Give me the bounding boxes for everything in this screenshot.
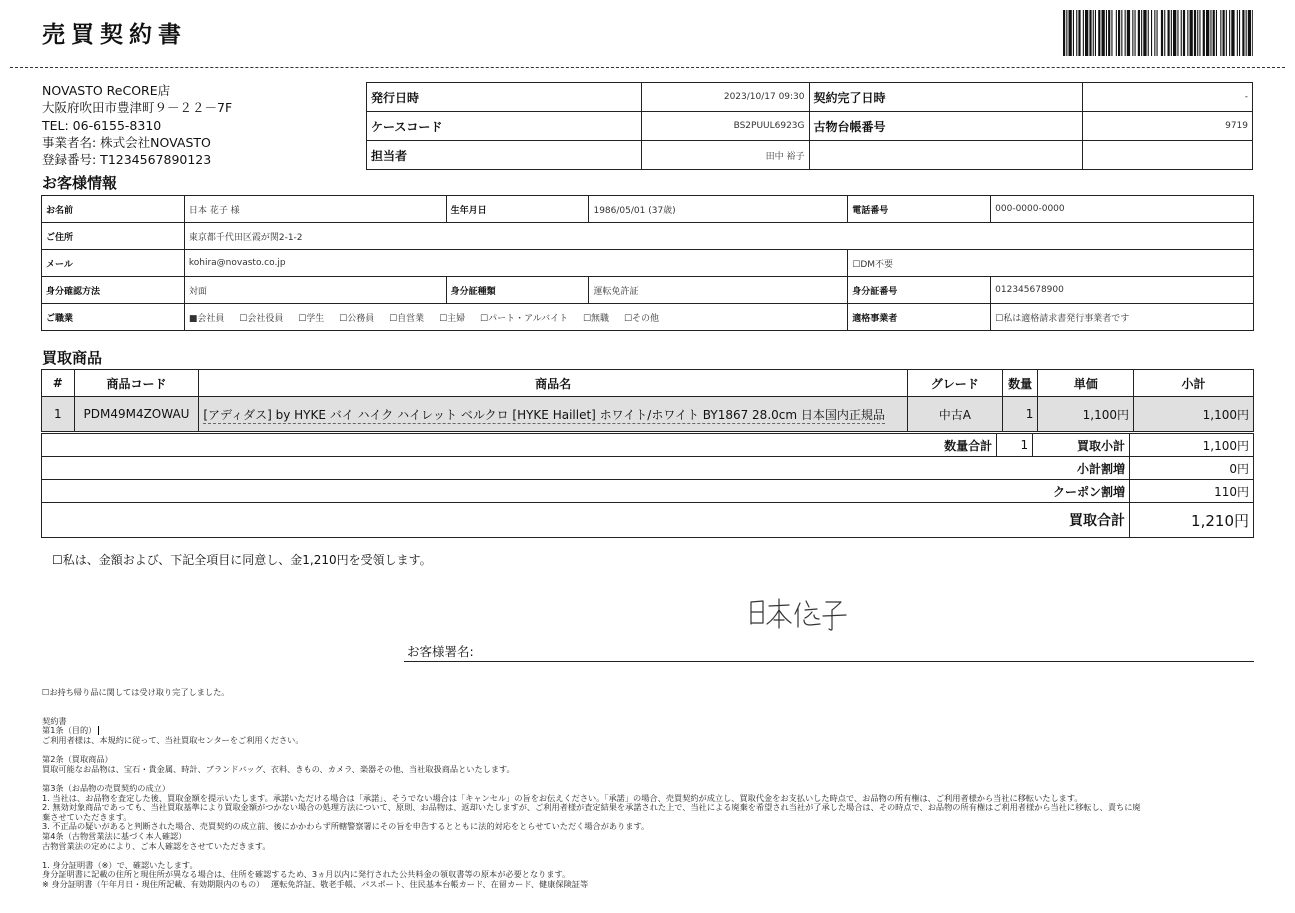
subtotal-increase-label: 小計割増 <box>42 457 1130 480</box>
article-4-body: 古物営業法の定めにより、ご本人確認をさせていただきます。 <box>42 840 271 851</box>
case-code-value: BS2PUUL6923G <box>641 112 809 141</box>
birth-date-label: 生年月日 <box>446 196 589 223</box>
barcode-bar <box>1141 10 1142 56</box>
barcode-bar <box>1078 10 1080 56</box>
items-header-row <box>42 370 1254 397</box>
barcode-bar <box>1066 10 1067 56</box>
empty-cell <box>1083 141 1253 170</box>
signature-line <box>404 661 1254 662</box>
barcode-bar <box>1252 10 1253 56</box>
item-code: PDM49M4ZOWAU <box>74 397 199 432</box>
complete-date-value: - <box>1083 83 1253 112</box>
barcode-bar <box>1246 10 1247 56</box>
barcode-bar <box>1106 10 1107 56</box>
barcode-bar <box>1076 10 1077 56</box>
barcode-bar <box>1154 10 1155 56</box>
address-label: ご住所 <box>42 223 185 250</box>
barcode-bar <box>1098 10 1100 56</box>
occupation-label: ご職業 <box>42 304 185 331</box>
barcode-bar <box>1148 10 1149 56</box>
barcode-bar <box>1143 10 1146 56</box>
barcode-bar <box>1083 10 1084 56</box>
barcode-bar <box>1173 10 1176 56</box>
barcode-bar <box>1239 10 1240 56</box>
barcode-bar <box>1181 10 1182 56</box>
issue-date-label: 発行日時 <box>367 83 642 112</box>
article-1-title: 第1条（目的） <box>42 725 97 736</box>
item-name: [アディダス] by HYKE バイ ハイク ハイレット ベルクロ [HYKE Haillet] ホワイト/ホワイト BY1867 28.0cm 日本国内正規品 <box>203 407 885 422</box>
barcode-bar <box>1248 10 1251 56</box>
barcode-bar <box>1073 10 1074 56</box>
barcode-bar <box>1168 10 1170 56</box>
barcode-bar <box>1177 10 1178 56</box>
column-header: グレード <box>907 370 1002 397</box>
barcode-bar <box>1135 10 1136 56</box>
ledger-number-value: 9719 <box>1083 112 1253 141</box>
store-address: 大阪府吹田市豊津町９－２２－7F <box>42 100 233 116</box>
store-company: 事業者名: 株式会社NOVASTO <box>42 134 211 150</box>
customer-info-table <box>41 195 1254 331</box>
purchased-items-table <box>41 369 1254 432</box>
barcode-bar <box>1157 10 1158 56</box>
barcode-bar <box>1206 10 1209 56</box>
barcode-bar <box>1203 10 1205 56</box>
barcode-bar <box>1132 10 1133 56</box>
table-row <box>42 397 1254 432</box>
occupation-option: ☐パート・アルバイト <box>480 313 569 324</box>
id-number-label: 身分証番号 <box>848 277 991 304</box>
cut-line <box>10 67 1285 68</box>
purchase-total-label: 買取合計 <box>42 503 1130 538</box>
barcode-bar <box>1127 10 1130 56</box>
article-2-title: 第2条（買取商品） <box>42 754 113 765</box>
barcode-bar <box>1216 10 1217 56</box>
barcode-bar <box>1118 10 1120 56</box>
barcode-bar <box>1199 10 1200 56</box>
purchased-items-heading: 買取商品 <box>42 349 103 367</box>
invoice-issuer-checkbox: ☐私は適格請求書発行事業者です <box>991 304 1254 331</box>
barcode-bar <box>1161 10 1163 56</box>
id-type-value: 運転免許証 <box>589 277 848 304</box>
purchase-total-value: 1,210円 <box>1130 503 1254 538</box>
purchase-subtotal-value: 1,100円 <box>1130 434 1254 457</box>
barcode-bar <box>1223 10 1225 56</box>
column-header: 単価 <box>1038 370 1134 397</box>
phone-label: 電話番号 <box>848 196 991 223</box>
consent-statement: ☐私は、金額および、下記全項目に同意し、金1,210円を受領します。 <box>52 553 432 567</box>
item-quantity: 1 <box>1002 397 1038 432</box>
item-number: 1 <box>42 397 75 432</box>
issue-date-value: 2023/10/17 09:30 <box>641 83 809 112</box>
id-method-label: 身分確認方法 <box>42 277 185 304</box>
barcode-bar <box>1187 10 1188 56</box>
item-grade: 中古A <box>907 397 1002 432</box>
barcode-bar <box>1213 10 1215 56</box>
invoice-issuer-label: 適格事業者 <box>848 304 991 331</box>
store-name: NOVASTO ReCORE店 <box>42 83 171 98</box>
occupation-option: ■会社員 <box>188 313 225 324</box>
staff-value: 田中 裕子 <box>641 141 809 170</box>
customer-signature-label: お客様署名: <box>407 644 474 659</box>
occupation-options <box>184 304 847 331</box>
barcode-bar <box>1237 10 1238 56</box>
column-header: 小計 <box>1134 370 1254 397</box>
barcode-bar <box>1069 10 1072 56</box>
barcode-bar <box>1242 10 1244 56</box>
article-1-body: ご利用者様は、本規約に従って、当社買取センターをご利用ください。 <box>42 734 304 745</box>
barcode-bar <box>1171 10 1172 56</box>
barcode-bar <box>1095 10 1096 56</box>
barcode-bar <box>1121 10 1122 56</box>
barcode-bar <box>1164 10 1165 56</box>
purchase-subtotal-label: 買取小計 <box>1033 434 1130 457</box>
empty-cell <box>809 141 1083 170</box>
occupation-option: ☐公務員 <box>339 313 375 324</box>
barcode <box>1063 10 1253 56</box>
store-info <box>42 82 232 168</box>
barcode-bar <box>1194 10 1196 56</box>
article-4-title: 第4条（古物営業法に基づく本人確認） <box>42 830 187 841</box>
article-3-clause-3: 3. 不正品の疑いがあると判断された場合、売買契約の成立前、後にかかわらず所轄警察署にその旨を申告するとともに法的対応をとらせていただく場合があります。 <box>42 821 650 832</box>
received-checkbox: ☐お持ち帰り品に関しては受け取り完了しました。 <box>42 687 230 697</box>
barcode-bar <box>1085 10 1088 56</box>
id-requirement-1: 1. 身分証明書（※）で、確認いたします。 <box>42 859 198 870</box>
id-method-value: 対面 <box>184 277 446 304</box>
id-requirement-2: 身分証明書に記載の住所と現住所が異なる場合は、住所を確認するため、3ヵ月以内に発行された公共料金の領収書等の原本が必要となります。 <box>42 869 571 880</box>
case-code-label: ケースコード <box>367 112 642 141</box>
column-header: # <box>42 370 75 397</box>
subtotal-increase-value: 0円 <box>1130 457 1254 480</box>
contract-title: 契約書 <box>42 715 67 726</box>
item-name-cell <box>199 397 907 432</box>
barcode-bar <box>1229 10 1230 56</box>
barcode-bar <box>1102 10 1105 56</box>
occupation-option: ☐その他 <box>623 313 660 324</box>
ledger-number-label: 古物台帳番号 <box>809 112 1083 141</box>
item-subtotal: 1,100円 <box>1134 397 1254 432</box>
column-header: 商品コード <box>74 370 199 397</box>
barcode-bar <box>1183 10 1185 56</box>
barcode-bar <box>1231 10 1234 56</box>
occupation-option: ☐会社役員 <box>239 313 284 324</box>
id-type-label: 身分証種類 <box>446 277 589 304</box>
barcode-bar <box>1190 10 1193 56</box>
contract-terms <box>42 688 1257 889</box>
item-unit-price: 1,100円 <box>1038 397 1134 432</box>
email-value: kohira@novasto.co.jp <box>184 250 847 277</box>
barcode-bar <box>1089 10 1091 56</box>
barcode-bar <box>1151 10 1152 56</box>
email-label: メール <box>42 250 185 277</box>
document-title: 売買契約書 <box>42 22 187 48</box>
birth-date-value: 1986/05/01 (37歳) <box>589 196 848 223</box>
store-tel: TEL: 06-6155-8310 <box>42 117 162 133</box>
customer-name-value: 日本 花子 様 <box>184 196 446 223</box>
coupon-increase-label: クーポン割増 <box>42 480 1130 503</box>
contract-meta-table <box>366 82 1253 170</box>
address-value: 東京都千代田区霞が関2-1-2 <box>184 223 1253 250</box>
barcode-bar <box>1093 10 1094 56</box>
customer-name-label: お名前 <box>42 196 185 223</box>
phone-value: 000-0000-0000 <box>991 196 1254 223</box>
barcode-bar <box>1226 10 1227 56</box>
occupation-option: ☐学生 <box>298 313 325 324</box>
article-3-title: 第3条（お品物の売買契約の成立） <box>42 782 171 793</box>
quantity-total-value: 1 <box>997 434 1033 457</box>
barcode-bar <box>1063 10 1065 56</box>
barcode-bar <box>1111 10 1112 56</box>
barcode-bar <box>1125 10 1126 56</box>
barcode-bar <box>1116 10 1117 56</box>
article-3-clause-2-cont: 棄させていただきます。 <box>42 811 132 822</box>
customer-info-heading: お客様情報 <box>42 174 118 192</box>
quantity-total-label: 数量合計 <box>42 434 997 457</box>
store-registration: 登録番号: T1234567890123 <box>42 152 212 168</box>
occupation-option: ☐無職 <box>582 313 610 324</box>
id-number-value: 012345678900 <box>991 277 1254 304</box>
article-3-clause-1: 1. 当社は、お品物を査定した後、買取金額を提示いたします。承諾いただける場合は「承諾」、そうでない場合は「キャンセル」の旨をお伝えください。「承諾」の場合、売買契約が成立し、買取代金をお支払いした時点で、お品物の所有権は、ご利用者様から当社に移転いたします。 <box>42 792 1083 803</box>
barcode-bar <box>1220 10 1221 56</box>
barcode-bar <box>1210 10 1211 56</box>
staff-label: 担当者 <box>367 141 642 170</box>
column-header: 数量 <box>1002 370 1038 397</box>
complete-date-label: 契約完了日時 <box>809 83 1083 112</box>
occupation-option: ☐自営業 <box>389 313 425 324</box>
id-requirement-note: ※ 身分証明書（午年月日・現住所記載、有効期限内のもの） 運転免許証、敬老手帳、パスポート、住民基本台帳カード、在留カード、健康保険証等 <box>42 878 589 889</box>
barcode-bar <box>1138 10 1140 56</box>
dm-optout-checkbox: ☐DM不要 <box>848 250 1254 277</box>
barcode-bar <box>1197 10 1198 56</box>
totals-table <box>41 433 1254 538</box>
customer-signature <box>748 598 848 632</box>
article-2-body: 買取可能なお品物は、宝石・貴金属、時計、ブランドバッグ、衣料、きもの、カメラ、楽器その他、当社取扱商品といたします。 <box>42 763 515 774</box>
coupon-increase-value: 110円 <box>1130 480 1254 503</box>
barcode-bar <box>1108 10 1110 56</box>
article-3-clause-2: 2. 無効対象商品であっても、当社買取基準により買取金額がつかない場合の処理方法について、原則、お品物は、返却いたしますが、ご利用者様が査定結果を承諾された上で、当社による廃棄を希望され当社が了承した場合は、その時点で、お品物の所有権はご利用者様から当社に移転し、責ちに廃 <box>42 802 1141 813</box>
column-header: 商品名 <box>199 370 907 397</box>
occupation-option: ☐主婦 <box>439 313 466 324</box>
